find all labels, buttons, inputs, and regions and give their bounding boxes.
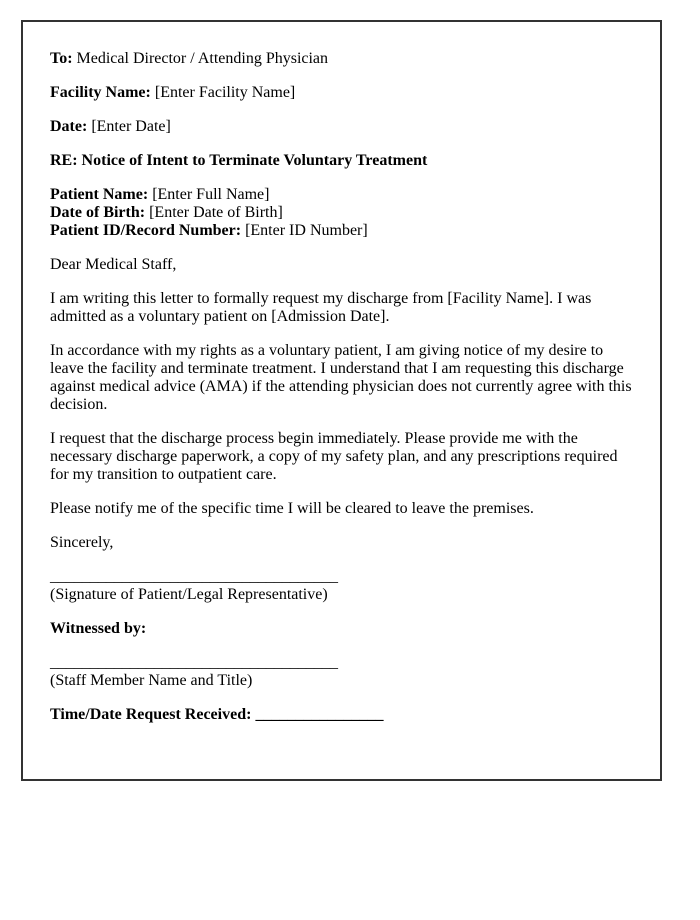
patient-dob-line: [50, 204, 633, 222]
patient-id-line: [50, 222, 633, 240]
patient-info-block: [50, 186, 633, 240]
staff-signature-line: ____________________________________: [50, 654, 338, 671]
body-paragraph-4: Please notify me of the specific time I will be cleared to leave the premises.: [50, 500, 534, 517]
witnessed-heading: [50, 620, 633, 638]
patient-id-label: Patient ID/Record Number:: [50, 222, 242, 239]
received-line-block: [50, 706, 633, 724]
received-label: Time/Date Request Received:: [50, 706, 252, 723]
letter-page: [21, 20, 662, 781]
body-paragraph-3: I request that the discharge process begin immediately. Please provide me with the necessary discharge paperwork, a copy of my safety plan, and any prescriptions required for my transition to outpatient care.: [50, 430, 618, 483]
patient-name-label: Patient Name:: [50, 186, 149, 203]
to-label: To:: [50, 50, 73, 67]
date-label: Date:: [50, 118, 88, 135]
closing: Sincerely,: [50, 534, 114, 551]
date-value: [Enter Date]: [87, 118, 171, 135]
salutation: Dear Medical Staff,: [50, 256, 177, 273]
received-blank-line: ________________: [251, 706, 384, 723]
body-paragraph-1: I am writing this letter to formally request my discharge from [Facility Name]. I was admitted as a voluntary patient on [Admission Date].: [50, 290, 592, 325]
patient-name-line: [50, 186, 633, 204]
facility-value: [Enter Facility Name]: [150, 84, 296, 101]
subject-line: [50, 152, 633, 170]
patient-signature-caption: (Signature of Patient/Legal Representative): [50, 586, 328, 603]
staff-signature-caption: (Staff Member Name and Title): [50, 672, 253, 689]
patient-id-value: [Enter ID Number]: [241, 222, 368, 239]
date-line: [50, 118, 633, 136]
patient-signature-line: ____________________________________: [50, 568, 338, 585]
patient-signature-block: [50, 568, 633, 604]
witnessed-heading-text: Witnessed by:: [50, 620, 147, 637]
subject-text: RE: Notice of Intent to Terminate Voluntary Treatment: [50, 152, 428, 169]
staff-signature-block: [50, 654, 633, 690]
facility-label: Facility Name:: [50, 84, 151, 101]
to-value: Medical Director / Attending Physician: [72, 50, 329, 67]
to-line: [50, 50, 633, 68]
patient-name-value: [Enter Full Name]: [148, 186, 270, 203]
body-paragraph-2: In accordance with my rights as a voluntary patient, I am giving notice of my desire to leave the facility and terminate treatment. I understand that I am requesting this discharge against medical advice (AMA) if the attending physician does not currently agree with this decision.: [50, 342, 632, 413]
facility-line: [50, 84, 633, 102]
patient-dob-value: [Enter Date of Birth]: [145, 204, 283, 221]
patient-dob-label: Date of Birth:: [50, 204, 146, 221]
